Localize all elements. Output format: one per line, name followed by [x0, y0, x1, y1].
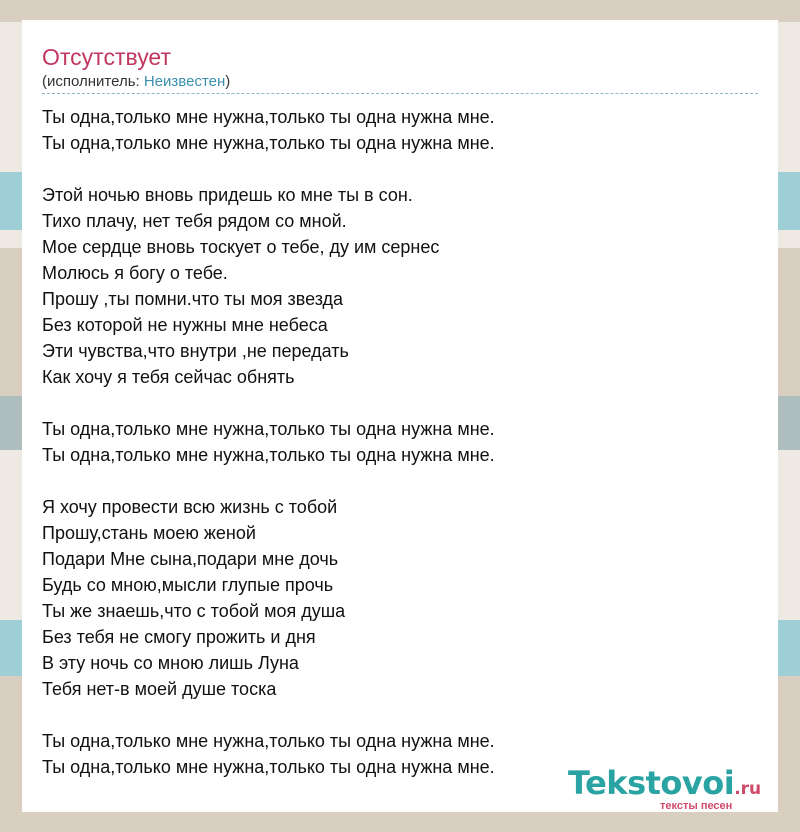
logo-brand: Tekstovoi [568, 764, 735, 802]
byline-prefix: (исполнитель: [42, 73, 144, 90]
lyric-line: Ты одна,только мне нужна,только ты одна нужна мне. [42, 731, 495, 751]
logo-wordmark [568, 764, 761, 802]
lyric-line: Ты одна,только мне нужна,только ты одна нужна мне. [42, 445, 495, 465]
byline-suffix: ) [225, 73, 231, 90]
lyric-line: Эти чувства,что внутри ,не передать [42, 341, 349, 361]
lyric-line: Без тебя не смогу прожить и дня [42, 627, 316, 647]
lyric-line: Без которой не нужны мне небеса [42, 315, 328, 335]
lyric-line: Будь со мною,мысли глупые прочь [42, 575, 334, 595]
artist-link[interactable]: Неизвестен [143, 73, 226, 90]
lyric-line: Ты же знаешь,что с тобой моя душа [42, 601, 346, 621]
site-logo[interactable] [568, 764, 778, 816]
lyrics-card [22, 20, 778, 812]
title-divider [42, 93, 758, 94]
lyric-line: Тихо плачу, нет тебя рядом со мной. [42, 211, 347, 231]
lyric-line: Молюсь я богу о тебе. [42, 263, 228, 283]
lyric-line: Прошу,стань моею женой [42, 523, 256, 543]
lyric-line: Мое сердце вновь тоскует о тебе, ду им сернес [42, 237, 440, 257]
lyric-line: Тебя нет-в моей душе тоска [42, 679, 277, 699]
lyric-line: Ты одна,только мне нужна,только ты одна нужна мне. [42, 133, 495, 153]
logo-tagline: тексты песен [660, 800, 733, 812]
lyric-line: Подари Мне сына,подари мне дочь [42, 549, 339, 569]
lyric-line: Ты одна,только мне нужна,только ты одна нужна мне. [42, 107, 495, 127]
lyric-line: Ты одна,только мне нужна,только ты одна нужна мне. [42, 419, 495, 439]
lyrics-text [42, 104, 495, 780]
stanza-gap [42, 390, 495, 416]
stanza-gap [42, 702, 495, 728]
lyric-line: Как хочу я тебя сейчас обнять [42, 367, 295, 387]
lyric-line: Прошу ,ты помни.что ты моя звезда [42, 289, 344, 309]
logo-tld: .ru [734, 779, 762, 799]
bg-stripe [0, 0, 800, 22]
stanza-gap [42, 468, 495, 494]
song-title: Отсутствует [42, 44, 171, 70]
stanza-gap [42, 156, 495, 182]
lyric-line: Этой ночью вновь придешь ко мне ты в сон. [42, 185, 413, 205]
lyric-line: Ты одна,только мне нужна,только ты одна нужна мне. [42, 757, 495, 777]
lyric-line: Я хочу провести всю жизнь с тобой [42, 497, 338, 517]
lyric-line: В эту ночь со мною лишь Луна [42, 653, 299, 673]
artist-byline [42, 73, 230, 90]
